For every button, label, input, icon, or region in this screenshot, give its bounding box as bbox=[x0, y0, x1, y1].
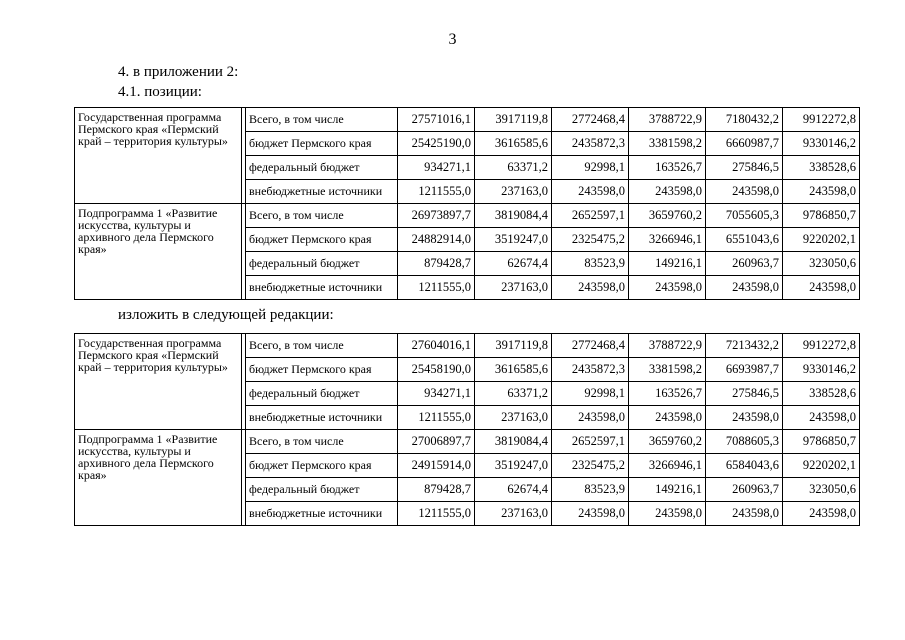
value-cell: 63371,2 bbox=[475, 156, 552, 180]
value-cell: 243598,0 bbox=[706, 406, 783, 430]
value-cell: 62674,4 bbox=[475, 252, 552, 276]
value-cell: 63371,2 bbox=[475, 382, 552, 406]
funding-source-label: внебюджетные источники bbox=[246, 276, 398, 300]
value-cell: 237163,0 bbox=[475, 502, 552, 526]
table-original-positions bbox=[74, 107, 860, 300]
value-cell: 7180432,2 bbox=[706, 108, 783, 132]
value-cell: 275846,5 bbox=[706, 382, 783, 406]
value-cell: 2325475,2 bbox=[552, 454, 629, 478]
program-name-cell: Государственная программа Пермского края «Пермский край – территория культуры» bbox=[75, 108, 242, 204]
value-cell: 237163,0 bbox=[475, 276, 552, 300]
value-cell: 243598,0 bbox=[706, 180, 783, 204]
value-cell: 243598,0 bbox=[552, 406, 629, 430]
value-cell: 2435872,3 bbox=[552, 132, 629, 156]
value-cell: 149216,1 bbox=[629, 478, 706, 502]
value-cell: 3519247,0 bbox=[475, 454, 552, 478]
value-cell: 2772468,4 bbox=[552, 334, 629, 358]
value-cell: 243598,0 bbox=[629, 502, 706, 526]
value-cell: 25458190,0 bbox=[398, 358, 475, 382]
funding-source-label: Всего, в том числе bbox=[246, 334, 398, 358]
value-cell: 9786850,7 bbox=[783, 430, 860, 454]
value-cell: 6551043,6 bbox=[706, 228, 783, 252]
value-cell: 26973897,7 bbox=[398, 204, 475, 228]
value-cell: 1211555,0 bbox=[398, 406, 475, 430]
value-cell: 3917119,8 bbox=[475, 334, 552, 358]
value-cell: 1211555,0 bbox=[398, 276, 475, 300]
value-cell: 243598,0 bbox=[783, 276, 860, 300]
value-cell: 3381598,2 bbox=[629, 132, 706, 156]
value-cell: 243598,0 bbox=[552, 180, 629, 204]
funding-source-label: Всего, в том числе bbox=[246, 204, 398, 228]
table-row bbox=[75, 430, 860, 454]
value-cell: 83523,9 bbox=[552, 478, 629, 502]
value-cell: 243598,0 bbox=[783, 180, 860, 204]
value-cell: 243598,0 bbox=[706, 502, 783, 526]
value-cell: 323050,6 bbox=[783, 252, 860, 276]
value-cell: 3266946,1 bbox=[629, 454, 706, 478]
value-cell: 163526,7 bbox=[629, 156, 706, 180]
value-cell: 149216,1 bbox=[629, 252, 706, 276]
value-cell: 9912272,8 bbox=[783, 334, 860, 358]
value-cell: 3616585,6 bbox=[475, 358, 552, 382]
value-cell: 9330146,2 bbox=[783, 132, 860, 156]
value-cell: 243598,0 bbox=[552, 276, 629, 300]
value-cell: 3519247,0 bbox=[475, 228, 552, 252]
value-cell: 6660987,7 bbox=[706, 132, 783, 156]
value-cell: 338528,6 bbox=[783, 156, 860, 180]
value-cell: 243598,0 bbox=[783, 406, 860, 430]
value-cell: 27571016,1 bbox=[398, 108, 475, 132]
funding-source-label: федеральный бюджет bbox=[246, 382, 398, 406]
value-cell: 237163,0 bbox=[475, 180, 552, 204]
program-name-cell: Подпрограмма 1 «Развитие искусства, культуры и архивного дела Пермского края» bbox=[75, 204, 242, 300]
value-cell: 323050,6 bbox=[783, 478, 860, 502]
value-cell: 6693987,7 bbox=[706, 358, 783, 382]
value-cell: 9786850,7 bbox=[783, 204, 860, 228]
value-cell: 934271,1 bbox=[398, 156, 475, 180]
value-cell: 1211555,0 bbox=[398, 502, 475, 526]
value-cell: 27604016,1 bbox=[398, 334, 475, 358]
value-cell: 2772468,4 bbox=[552, 108, 629, 132]
funding-source-label: Всего, в том числе bbox=[246, 430, 398, 454]
table-new-edition bbox=[74, 333, 860, 526]
mid-heading: изложить в следующей редакции: bbox=[118, 307, 334, 323]
funding-source-label: Всего, в том числе bbox=[246, 108, 398, 132]
value-cell: 260963,7 bbox=[706, 478, 783, 502]
value-cell: 243598,0 bbox=[552, 502, 629, 526]
value-cell: 3788722,9 bbox=[629, 108, 706, 132]
value-cell: 24882914,0 bbox=[398, 228, 475, 252]
value-cell: 243598,0 bbox=[629, 276, 706, 300]
value-cell: 9912272,8 bbox=[783, 108, 860, 132]
value-cell: 243598,0 bbox=[783, 502, 860, 526]
funding-source-label: бюджет Пермского края bbox=[246, 228, 398, 252]
table-row bbox=[75, 108, 860, 132]
value-cell: 7055605,3 bbox=[706, 204, 783, 228]
value-cell: 3819084,4 bbox=[475, 204, 552, 228]
value-cell: 934271,1 bbox=[398, 382, 475, 406]
value-cell: 92998,1 bbox=[552, 156, 629, 180]
funding-source-label: бюджет Пермского края bbox=[246, 454, 398, 478]
value-cell: 3788722,9 bbox=[629, 334, 706, 358]
value-cell: 7088605,3 bbox=[706, 430, 783, 454]
value-cell: 7213432,2 bbox=[706, 334, 783, 358]
program-name-cell: Подпрограмма 1 «Развитие искусства, культуры и архивного дела Пермского края» bbox=[75, 430, 242, 526]
value-cell: 243598,0 bbox=[706, 276, 783, 300]
item-heading: 4. в приложении 2: bbox=[118, 64, 239, 80]
value-cell: 260963,7 bbox=[706, 252, 783, 276]
value-cell: 3917119,8 bbox=[475, 108, 552, 132]
value-cell: 3266946,1 bbox=[629, 228, 706, 252]
value-cell: 9220202,1 bbox=[783, 454, 860, 478]
funding-source-label: внебюджетные источники bbox=[246, 180, 398, 204]
value-cell: 2652597,1 bbox=[552, 430, 629, 454]
value-cell: 9220202,1 bbox=[783, 228, 860, 252]
table-row bbox=[75, 334, 860, 358]
value-cell: 275846,5 bbox=[706, 156, 783, 180]
value-cell: 243598,0 bbox=[629, 406, 706, 430]
value-cell: 25425190,0 bbox=[398, 132, 475, 156]
value-cell: 2435872,3 bbox=[552, 358, 629, 382]
value-cell: 2325475,2 bbox=[552, 228, 629, 252]
value-cell: 879428,7 bbox=[398, 252, 475, 276]
value-cell: 3819084,4 bbox=[475, 430, 552, 454]
value-cell: 3659760,2 bbox=[629, 204, 706, 228]
funding-source-label: бюджет Пермского края bbox=[246, 358, 398, 382]
table-row bbox=[75, 204, 860, 228]
funding-source-label: внебюджетные источники bbox=[246, 406, 398, 430]
value-cell: 2652597,1 bbox=[552, 204, 629, 228]
value-cell: 27006897,7 bbox=[398, 430, 475, 454]
value-cell: 83523,9 bbox=[552, 252, 629, 276]
value-cell: 3381598,2 bbox=[629, 358, 706, 382]
funding-source-label: федеральный бюджет bbox=[246, 478, 398, 502]
value-cell: 163526,7 bbox=[629, 382, 706, 406]
value-cell: 3659760,2 bbox=[629, 430, 706, 454]
value-cell: 6584043,6 bbox=[706, 454, 783, 478]
funding-source-label: федеральный бюджет bbox=[246, 252, 398, 276]
funding-source-label: федеральный бюджет bbox=[246, 156, 398, 180]
value-cell: 879428,7 bbox=[398, 478, 475, 502]
value-cell: 243598,0 bbox=[629, 180, 706, 204]
value-cell: 92998,1 bbox=[552, 382, 629, 406]
value-cell: 9330146,2 bbox=[783, 358, 860, 382]
value-cell: 3616585,6 bbox=[475, 132, 552, 156]
sub-heading: 4.1. позиции: bbox=[118, 84, 202, 100]
page-number: 3 bbox=[448, 31, 457, 48]
funding-source-label: внебюджетные источники bbox=[246, 502, 398, 526]
value-cell: 237163,0 bbox=[475, 406, 552, 430]
value-cell: 62674,4 bbox=[475, 478, 552, 502]
funding-source-label: бюджет Пермского края bbox=[246, 132, 398, 156]
value-cell: 338528,6 bbox=[783, 382, 860, 406]
value-cell: 24915914,0 bbox=[398, 454, 475, 478]
program-name-cell: Государственная программа Пермского края «Пермский край – территория культуры» bbox=[75, 334, 242, 430]
value-cell: 1211555,0 bbox=[398, 180, 475, 204]
